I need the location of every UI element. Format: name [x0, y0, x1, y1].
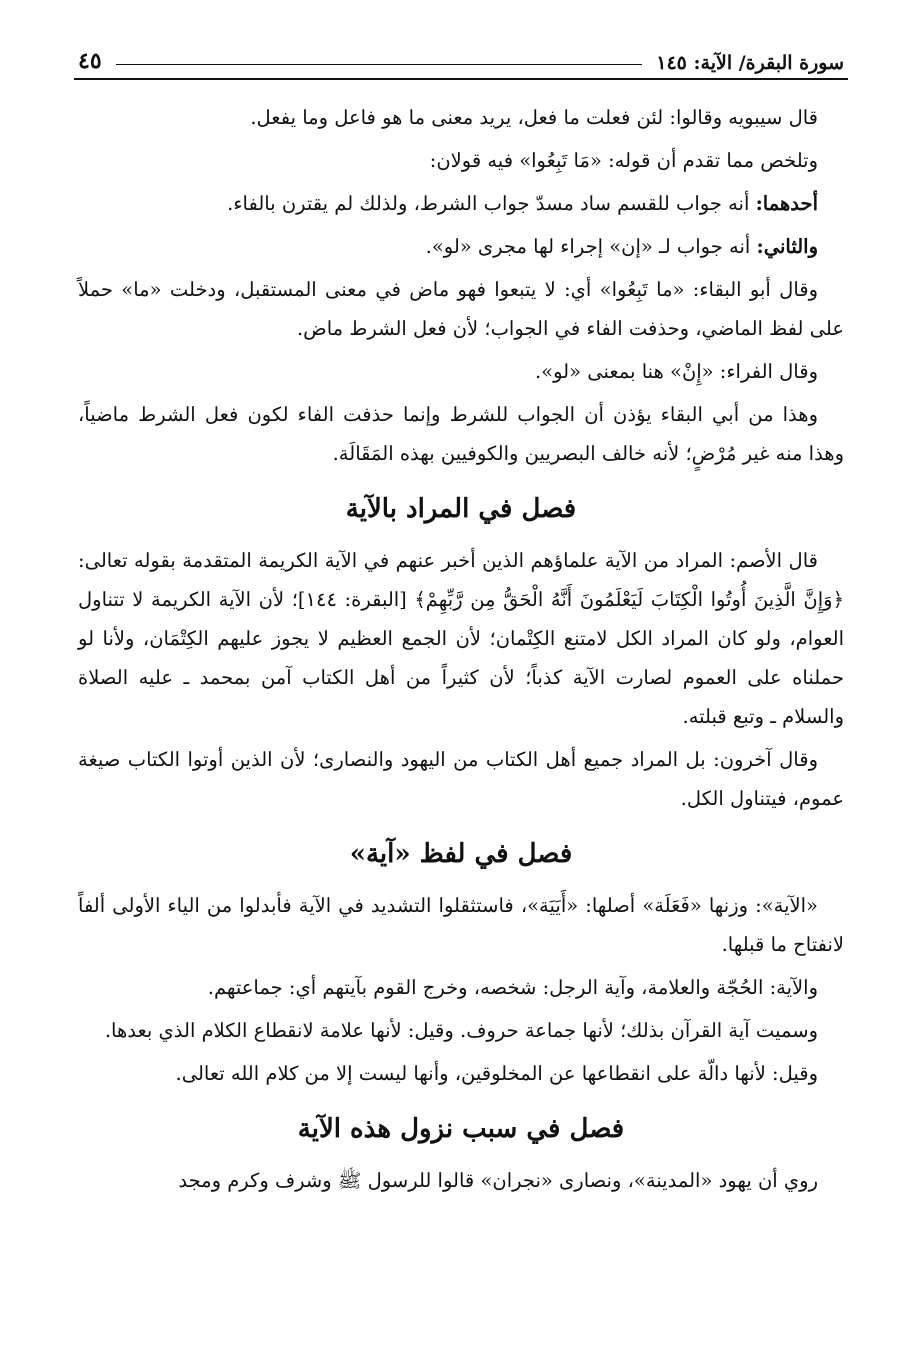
paragraph: قال سيبويه وقالوا: لئن فعلت ما فعل، يريد معنى ما هو فاعل وما يفعل.: [250, 106, 818, 129]
second-opinion-label: والثاني:: [756, 235, 818, 258]
paragraph: والثاني: أنه جواب لـ «إن» إجراء لها مجرى «لو».: [425, 235, 818, 258]
page-number: ٤٥: [78, 48, 102, 74]
paragraph: وقال أبو البقاء: «ما تَبِعُوا» أي: لا يتبعوا فهو ماض في معنى المستقبل، ودخلت «ما» حملاً على لفظ الماضي، وحذفت الفاء في الجواب؛ لأن فعل الشرط ماض.: [78, 278, 844, 340]
paragraph: وقال آخرون: بل المراد جميع أهل الكتاب من اليهود والنصارى؛ لأن الذين أوتوا الكتاب صيغة عموم، فيتناول الكل.: [78, 748, 844, 810]
paragraph: وقال الفراء: «إِنْ» هنا بمعنى «لو».: [534, 360, 818, 383]
paragraph: وقيل: لأنها دالّة على انقطاعها عن المخلوقين، وأنها ليست إلا من كلام الله تعالى.: [175, 1062, 818, 1085]
paragraph: وتلخص مما تقدم أن قوله: «مَا تَبِعُوا» فيه قولان:: [429, 149, 818, 172]
paragraph: أحدهما: أنه جواب للقسم ساد مسدّ جواب الشرط، ولذلك لم يقترن بالفاء.: [227, 192, 818, 215]
paragraph: وسميت آية القرآن بذلك؛ لأنها جماعة حروف. وقيل: لأنها علامة لانقطاع الكلام الذي بعدها.: [104, 1019, 818, 1042]
section-heading: فصل في سبب نزول هذه الآية: [297, 1114, 625, 1144]
paragraph: «الآية»: وزنها «فَعَلَة» أصلها: «أَيَيَة»، فاستثقلوا التشديد في الآية فأبدلوا من الياء الأولى ألفاً لانفتاح ما قبلها.: [78, 894, 844, 956]
section-heading: فصل في المراد بالآية: [345, 494, 577, 524]
first-opinion-label: أحدهما:: [755, 192, 818, 215]
header-rule: [116, 64, 643, 65]
running-title: سورة البقرة/ الآية: ١٤٥: [656, 52, 844, 74]
paragraph: قال الأصم: المراد من الآية علماؤهم الذين أخبر عنهم في الآية الكريمة المتقدمة بقوله تعالى: ﴿وَإِنَّ الَّذِينَ أُوتُوا الْكِتَابَ لَيَعْلَمُونَ أَنَّهُ الْحَقُّ مِن رَّبِّهِمْ﴾ [البقرة: ١٤٤]؛ لأن الآية الكريمة لا تتناول العوام، ولو كان المراد الكل لامتنع الكِتْمان؛ لأن الجمع العظيم لا يجوز عليهم الكِتْمَان، ولأنا لو حملناه على العموم لصارت الآية كذباً؛ لأن كثيراً من أهل الكتاب آمن بمحمد ـ عليه الصلاة والسلام ـ وتبع قبلته.: [78, 549, 845, 728]
paragraph: والآية: الحُجّة والعلامة، وآية الرجل: شخصه، وخرج القوم بآيتهم أي: جماعتهم.: [207, 976, 818, 999]
running-head: [74, 38, 848, 80]
page-body: [78, 98, 844, 1200]
paragraph: وهذا من أبي البقاء يؤذن أن الجواب للشرط وإنما حذفت الفاء لكون فعل الشرط ماضياً، وهذا منه غير مُرْضٍ؛ لأنه خالف البصريين والكوفيين بهذه المَقَالَة.: [78, 403, 844, 465]
section-heading: فصل في لفظ «آية»: [349, 839, 573, 869]
paragraph: روي أن يهود «المدينة»، ونصارى «نجران» قالوا للرسول ﷺ وشرف وكرم ومجد: [178, 1169, 818, 1192]
